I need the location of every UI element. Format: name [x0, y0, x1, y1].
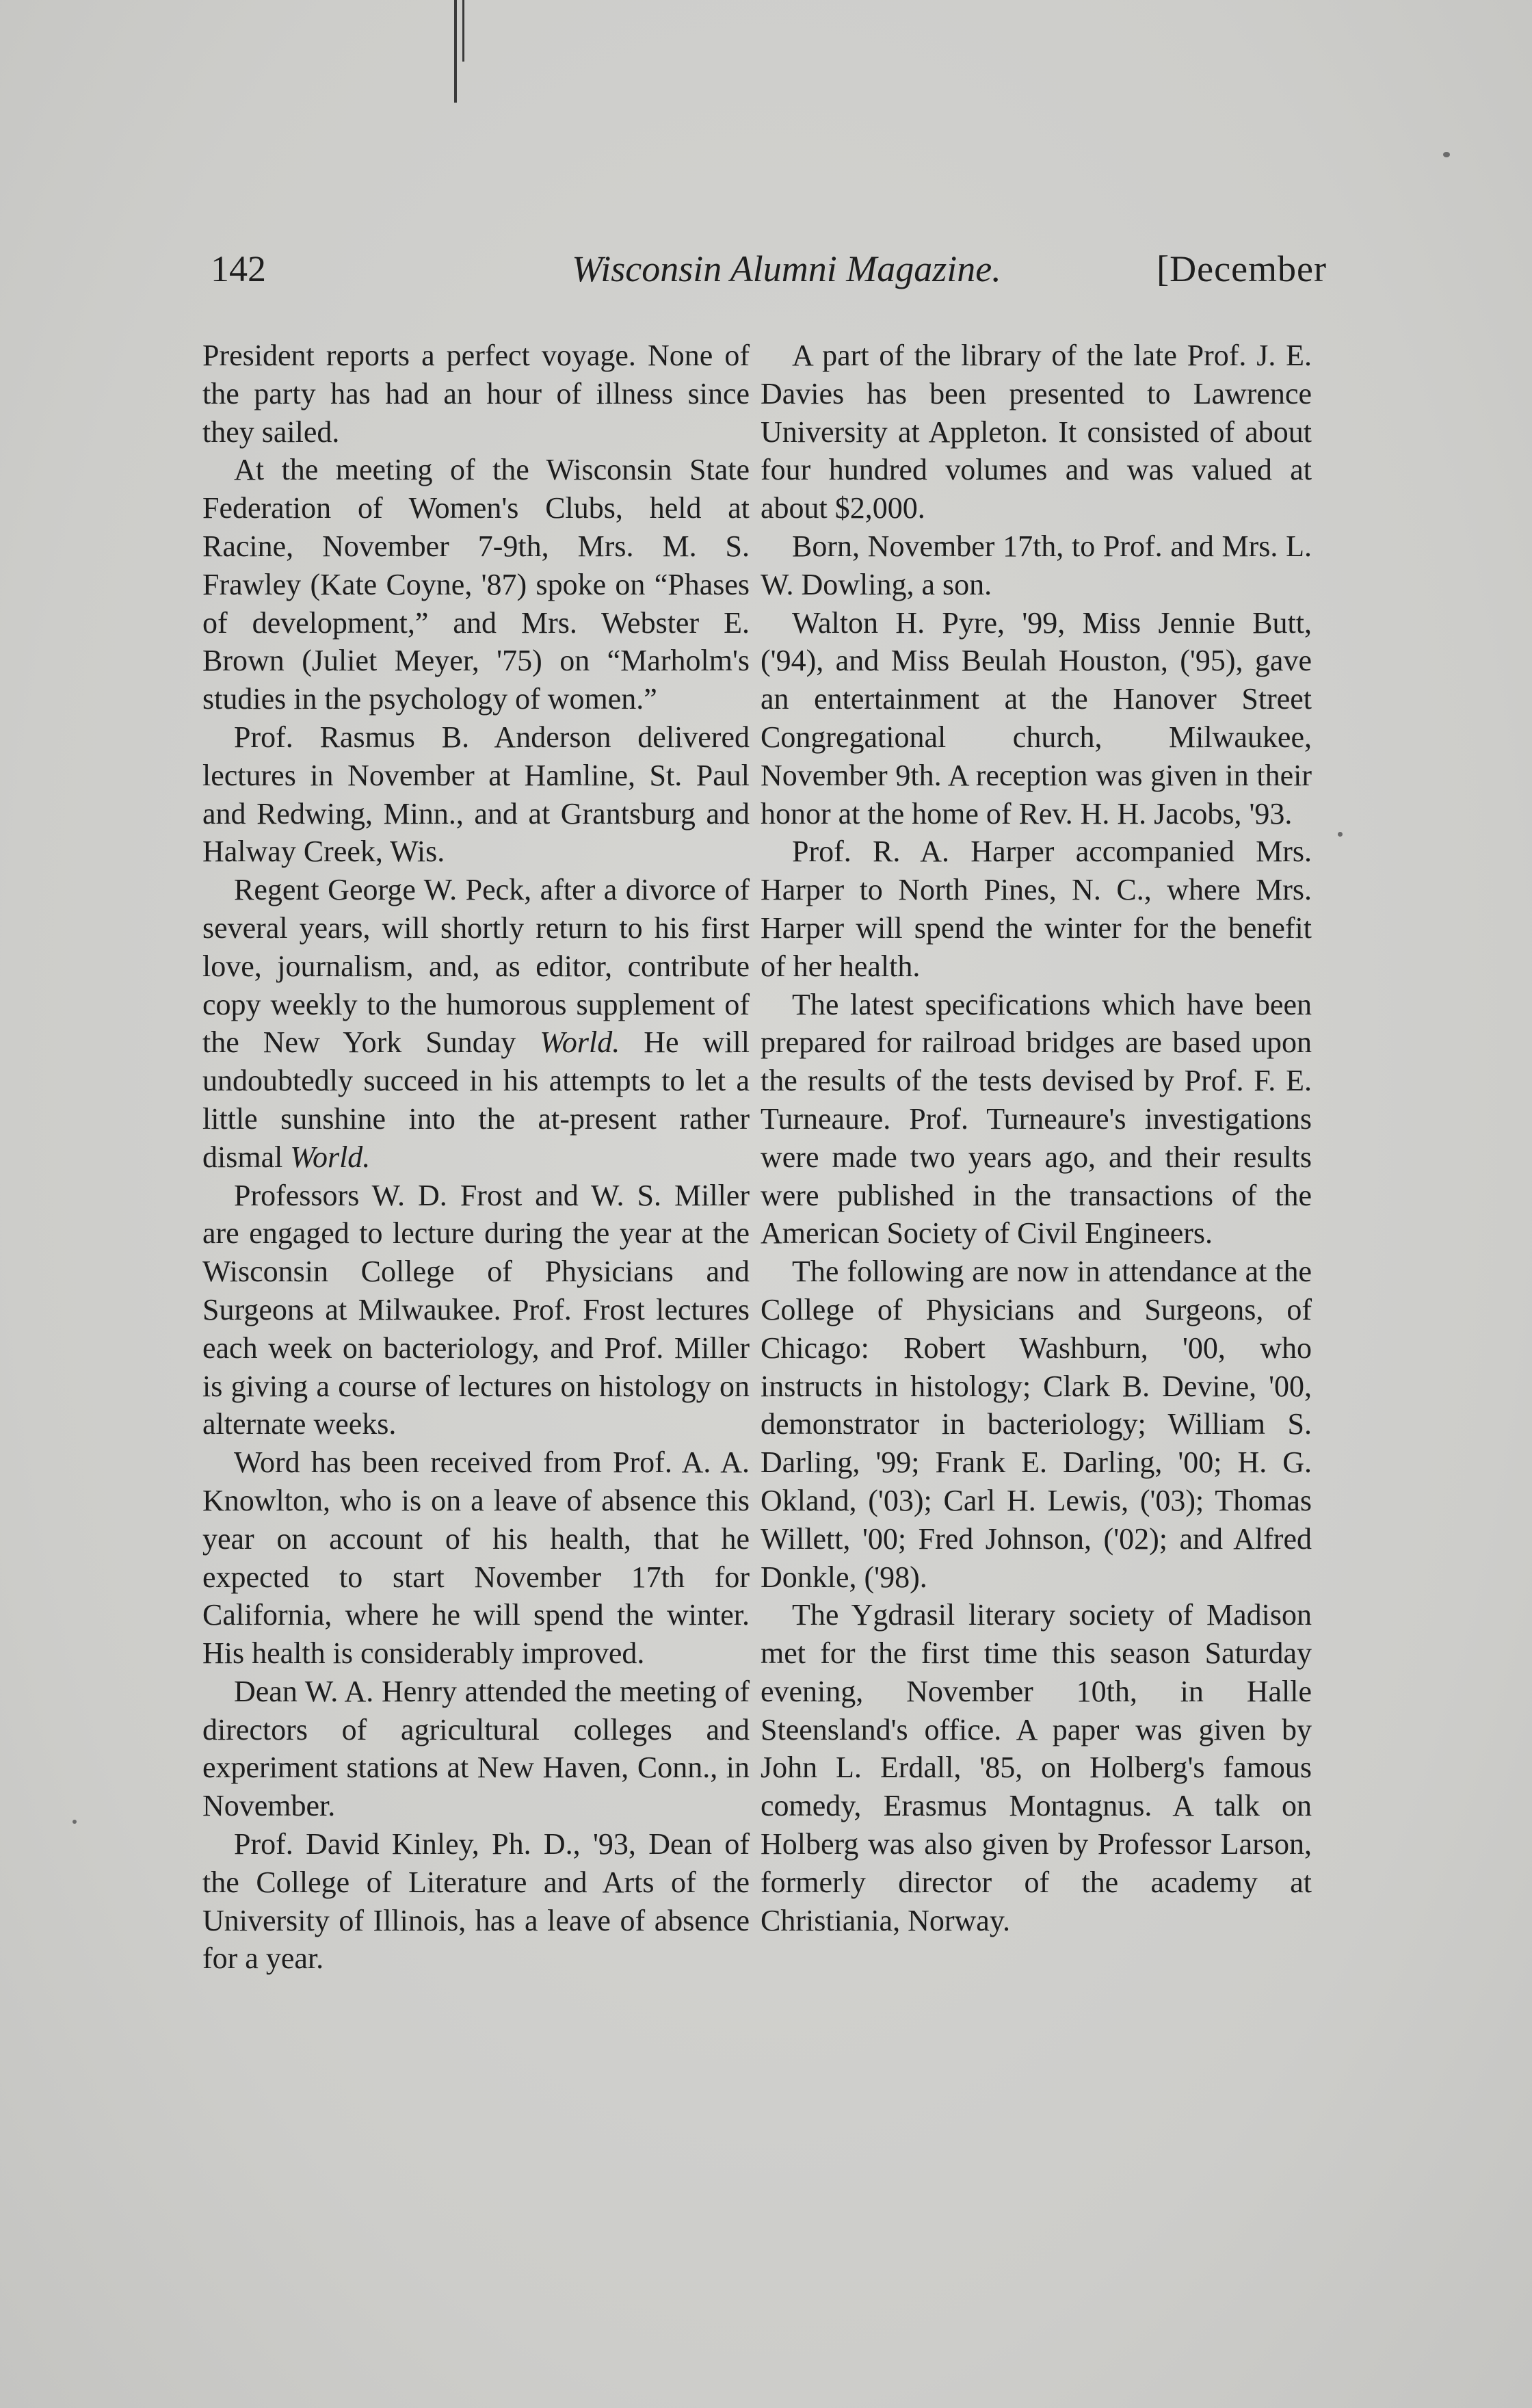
- page-number: 142: [211, 248, 266, 289]
- left-column: [202, 337, 750, 1978]
- paragraph: Prof. David Kinley, Ph. D., '93, Dean of the College of Literature and Arts of the University of Illinois, has a leave of absence for a year.: [202, 1827, 750, 1976]
- binding-mark: [462, 0, 464, 62]
- issue-month: [December: [1157, 248, 1327, 289]
- running-header: [205, 248, 1327, 302]
- italic-title: World.: [540, 1025, 620, 1060]
- paragraph: Word has been received from Prof. A. A. Knowlton, who is on a leave of absence this year on account of his health, that he expected to start November 17th for California, where he will spend the winter. His health is considerably improved.: [202, 1445, 750, 1671]
- paragraph: A part of the library of the late Prof. J. E. Davies has been presented to Lawrence University at Appleton. It consisted of about four hundred volumes and was valued at about $2,000.: [761, 339, 1312, 525]
- dust-speck: [1338, 832, 1343, 837]
- binding-mark: [454, 0, 457, 103]
- paragraph: The latest specifications which have been prepared for railroad bridges are based upon the results of the tests devised by Prof. F. E. Turneaure. Prof. Turneaure's investigations were made two years ago, and their results were published in the transactions of the American Society of Civil Engineers.: [761, 987, 1312, 1251]
- running-title: Wisconsin Alumni Magazine.: [572, 248, 1001, 289]
- paragraph: Walton H. Pyre, '99, Miss Jennie Butt, ('94), and Miss Beulah Houston, ('95), gave an entertainment at the Hanover Street Congregational church, Milwaukee, November 9th. A reception was given in their honor at the home of Rev. H. H. Jacobs, '93.: [761, 605, 1312, 830]
- italic-title: World.: [290, 1140, 371, 1174]
- paragraph: At the meeting of the Wisconsin State Federation of Women's Clubs, held at Racine, November 7-9th, Mrs. M. S. Frawley (Kate Coyne, '87) spoke on “Phases of development,” and Mrs. Webster E. Brown (Juliet Meyer, '75) on “Marholm's studies in the psychology of women.”: [202, 453, 750, 716]
- right-column: [761, 337, 1312, 1939]
- paragraph: Dean W. A. Henry attended the meeting of directors of agricultural colleges and experiment stations at New Haven, Conn., in November.: [202, 1674, 750, 1823]
- paragraph: Prof. Rasmus B. Anderson delivered lectures in November at Hamline, St. Paul and Redwing, Minn., and at Grantsburg and Halway Creek, Wis.: [202, 720, 750, 869]
- paragraph: The following are now in attendance at the College of Physicians and Surgeons, of Chicago: Robert Washburn, '00, who instructs in histology; Clark B. Devine, '00, demonstrator in bacteriology; William S. Darling, '99; Frank E. Darling, '00; H. G. Okland, ('03); Carl H. Lewis, ('03); Thomas Willett, '00; Fred Johnson, ('02); and Alfred Donkle, ('98).: [761, 1255, 1312, 1594]
- paragraph-text: He will undoubtedly succeed in his attempts to let a little sunshine into the at-present rather dismal: [202, 1025, 750, 1174]
- paragraph: Prof. R. A. Harper accompanied Mrs. Harper to North Pines, N. C., where Mrs. Harper will spend the winter for the benefit of her health.: [761, 835, 1312, 983]
- dust-speck: [1443, 152, 1450, 157]
- paragraph: The Ygdrasil literary society of Madison met for the first time this season Saturday evening, November 10th, in Halle Steensland's office. A paper was given by John L. Erdall, '85, on Holberg's famous comedy, Erasmus Montagnus. A talk on Holberg was also given by Professor Larson, formerly director of the academy at Christiania, Norway.: [761, 1598, 1312, 1937]
- paragraph: Born, November 17th, to Prof. and Mrs. L. W. Dowling, a son.: [761, 529, 1312, 601]
- paragraph-text: Regent George W. Peck, after a divorce of several years, will shortly return to his first love, journalism, and, as editor, contribute copy weekly to the humorous supplement of the New York Sunday: [202, 873, 750, 1060]
- paragraph: Professors W. D. Frost and W. S. Miller are engaged to lecture during the year at the Wisconsin College of Physicians and Surgeons at Milwaukee. Prof. Frost lectures each week on bacteriology, and Prof. Miller is giving a course of lectures on histology on alternate weeks.: [202, 1178, 750, 1441]
- paragraph: President reports a perfect voyage. None of the party has had an hour of illness since they sailed.: [202, 339, 750, 449]
- dust-speck: [72, 1820, 77, 1824]
- paragraph: [202, 871, 750, 1176]
